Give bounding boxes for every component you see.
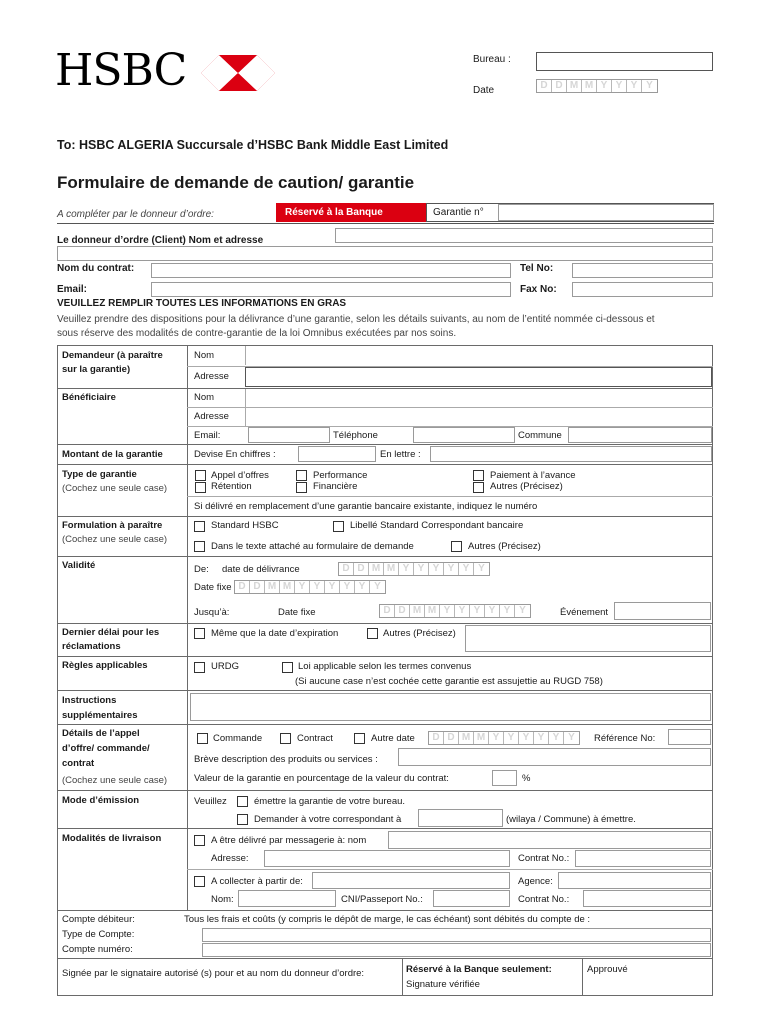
beneficiary-commune-input[interactable] xyxy=(568,427,712,443)
financial-option-label: Financière xyxy=(313,481,358,492)
tender-label-1: Détails de l’appel xyxy=(62,728,140,739)
fax-input[interactable] xyxy=(572,282,713,297)
intro-divider xyxy=(57,223,714,224)
rules-label: Règles applicables xyxy=(62,660,148,671)
client-name-input[interactable] xyxy=(335,228,713,243)
instruction-line-2: sous réserve des modalités de contre-garantie de la loi Omnibus exécutées par nos soins. xyxy=(57,328,457,339)
bureau-input[interactable] xyxy=(536,52,713,71)
retention-checkbox[interactable] xyxy=(195,482,206,493)
signed-by-label: Signée par le signataire autorisé (s) pour et au nom du donneur d’ordre: xyxy=(62,968,365,979)
email-label: Email: xyxy=(57,284,88,295)
claims-label-2: réclamations xyxy=(62,641,121,652)
beneficiary-name-input[interactable] xyxy=(245,389,712,407)
applicant-address-input[interactable] xyxy=(245,367,712,387)
debit-account-label: Compte débiteur: xyxy=(62,914,135,925)
tel-label: Tel No: xyxy=(520,263,554,274)
guarantee-no-input[interactable] xyxy=(498,204,714,221)
beneficiary-commune-label: Commune xyxy=(518,430,562,441)
to-line: To: HSBC ALGERIA Succursale d’HSBC Bank Middle East Limited xyxy=(57,138,449,152)
percentage-input[interactable] xyxy=(492,770,517,786)
tel-input[interactable] xyxy=(572,263,713,278)
instruction-heading: VEUILLEZ REMPLIR TOUTES LES INFORMATIONS EN GRAS xyxy=(57,298,347,309)
collect-label: A collecter à partir de: xyxy=(211,876,303,887)
beneficiary-adresse-label: Adresse xyxy=(194,411,229,422)
form-title: Formulaire de demande de caution/ garantie xyxy=(57,173,415,192)
tender-hint: (Cochez une seule case) xyxy=(62,775,168,786)
issue-date-label: date de délivrance xyxy=(222,564,300,575)
order-checkbox[interactable] xyxy=(197,733,208,744)
hsbc-hexagon-icon xyxy=(201,55,275,91)
beneficiary-email-label: Email: xyxy=(194,430,221,441)
approved-label: Approuvé xyxy=(587,964,628,975)
standard-hsbc-checkbox[interactable] xyxy=(194,521,205,532)
tender-label-2: d’offre/ commande/ xyxy=(62,743,150,754)
issue-from-office-checkbox[interactable] xyxy=(237,796,248,807)
validity-label: Validité xyxy=(62,560,96,571)
wording-label: Formulation à paraître xyxy=(62,520,163,531)
collect-contract-input[interactable] xyxy=(583,890,711,907)
beneficiary-nom-label: Nom xyxy=(194,392,215,403)
correspondent-location-input[interactable] xyxy=(418,809,503,827)
courier-address-label: Adresse: xyxy=(211,853,249,864)
urdg-label: URDG xyxy=(211,661,239,672)
correspondent-wording-checkbox[interactable] xyxy=(333,521,344,532)
attached-text-checkbox[interactable] xyxy=(194,541,205,552)
tender-label-3: contrat xyxy=(62,758,95,769)
id-input[interactable] xyxy=(433,890,510,907)
until-fixed-date-label: Date fixe xyxy=(278,607,316,618)
client-address-input[interactable] xyxy=(57,246,713,261)
percent-sign: % xyxy=(522,773,531,784)
percentage-label: Valeur de la garantie en pourcentage de la valeur du contrat: xyxy=(194,773,449,784)
amount-words-input[interactable] xyxy=(430,446,712,462)
amount-words-label: En lettre : xyxy=(380,449,421,460)
validity-from-label: De: xyxy=(194,564,209,575)
issuance-please: Veuillez xyxy=(194,796,227,807)
bank-only-label: Réservé à la Banque seulement: xyxy=(406,964,552,975)
other-claims-checkbox[interactable] xyxy=(367,628,378,639)
wording-hint: (Cochez une seule case) xyxy=(62,534,168,545)
courier-label: A être délivré par messagerie à: nom xyxy=(211,835,367,846)
performance-option-label: Performance xyxy=(313,470,368,481)
account-type-input[interactable] xyxy=(202,928,711,942)
contract-name-input[interactable] xyxy=(151,263,511,278)
collect-checkbox[interactable] xyxy=(194,876,205,887)
urdg-checkbox[interactable] xyxy=(194,662,205,673)
amount-figures-input[interactable] xyxy=(298,446,376,462)
attached-text-label: Dans le texte attaché au formulaire de demande xyxy=(211,541,414,552)
courier-checkbox[interactable] xyxy=(194,835,205,846)
to-complete-label: A compléter par le donneur d’ordre: xyxy=(57,209,214,220)
logo-text: HSBC xyxy=(55,45,187,96)
beneficiary-address-input[interactable] xyxy=(245,408,712,426)
courier-address-input[interactable] xyxy=(264,850,510,867)
date-label: Date xyxy=(473,85,495,96)
other-type-checkbox[interactable] xyxy=(473,482,484,493)
correspondent-wording-label: Libellé Standard Correspondant bancaire xyxy=(350,520,524,531)
beneficiary-email-input[interactable] xyxy=(248,427,330,443)
instruction-line-1: Veuillez prendre des dispositions pour la délivrance d’une garantie, selon les détails suivants, au nom de l’entité nommée ci-dessous et xyxy=(57,314,655,325)
other-wording-checkbox[interactable] xyxy=(451,541,462,552)
fax-label: Fax No: xyxy=(520,284,557,295)
delivery-label: Modalités de livraison xyxy=(62,833,162,844)
hsbc-logo xyxy=(55,47,186,95)
wilaya-label: (wilaya / Commune) à émettre. xyxy=(506,814,636,825)
beneficiary-label: Bénéficiaire xyxy=(62,392,116,403)
account-number-label: Compte numéro: xyxy=(62,944,133,955)
same-as-expiry-checkbox[interactable] xyxy=(194,628,205,639)
performance-checkbox[interactable] xyxy=(296,470,307,481)
courier-contract-input[interactable] xyxy=(575,850,711,867)
validity-fixed-date-input[interactable]: D D M M Y Y Y Y Y Y xyxy=(234,580,386,594)
id-label: CNI/Passeport No.: xyxy=(341,894,423,905)
advance-payment-checkbox[interactable] xyxy=(473,470,484,481)
fees-note: Tous les frais et coûts (y compris le dépôt de marge, le cas échéant) sont débités du compte de : xyxy=(184,914,591,925)
account-number-input[interactable] xyxy=(202,943,711,957)
other-wording-label: Autres (Précisez) xyxy=(468,541,541,552)
applicant-nom-label: Nom xyxy=(194,350,215,361)
guarantee-type-hint: (Cochez une seule case) xyxy=(62,483,168,494)
instructions-label-2: supplémentaires xyxy=(62,710,138,721)
event-input[interactable] xyxy=(614,602,711,620)
order-label: Commande xyxy=(213,733,263,744)
correspondent-label: Demander à votre correspondant à xyxy=(254,814,402,825)
contract-label: Contract xyxy=(297,733,333,744)
reserved-bank-label: Réservé à la Banque xyxy=(285,207,383,218)
guarantee-no-label: Garantie n° xyxy=(433,207,484,218)
event-label: Événement xyxy=(560,607,609,618)
retention-option-label: Rétention xyxy=(211,481,252,492)
tender-date-input[interactable]: D D M M Y Y Y Y Y Y xyxy=(428,731,580,745)
standard-hsbc-label: Standard HSBC xyxy=(211,520,279,531)
other-date-checkbox[interactable] xyxy=(354,733,365,744)
other-claims-input[interactable] xyxy=(465,625,711,652)
agency-label: Agence: xyxy=(518,876,553,887)
bureau-label: Bureau : xyxy=(473,54,511,65)
applicable-law-label: Loi applicable selon les termes convenus xyxy=(298,661,472,672)
courier-contract-label: Contrat No.: xyxy=(518,853,570,864)
applicant-name-input[interactable] xyxy=(245,346,712,365)
tender-option-label: Appel d’offres xyxy=(211,470,269,481)
account-type-label: Type de Compte: xyxy=(62,929,135,940)
beneficiary-telephone-input[interactable] xyxy=(413,427,515,443)
instructions-label-1: Instructions xyxy=(62,695,117,706)
other-type-option-label: Autres (Précisez) xyxy=(490,481,563,492)
validity-fixed-date-label: Date fixe xyxy=(194,582,232,593)
courier-name-input[interactable] xyxy=(388,831,711,849)
until-label: Jusqu’à: xyxy=(194,607,230,618)
agency-input[interactable] xyxy=(558,872,711,889)
collect-from-input[interactable] xyxy=(312,872,510,889)
replacement-note: Si délivré en remplacement d’une garantie bancaire existante, indiquez le numéro xyxy=(194,501,538,512)
client-label: Le donneur d’ordre (Client) Nom et adresse xyxy=(57,235,264,246)
email-input[interactable] xyxy=(151,282,511,297)
other-claims-label: Autres (Précisez) xyxy=(383,628,456,639)
applicable-law-checkbox[interactable] xyxy=(282,662,293,673)
applicant-label-2: sur la garantie) xyxy=(62,364,131,375)
applicant-label-1: Demandeur (à paraître xyxy=(62,350,163,361)
amount-figures-label: Devise En chiffres : xyxy=(194,449,276,460)
issue-from-office-label: émettre la garantie de votre bureau. xyxy=(254,796,406,807)
collector-name-label: Nom: xyxy=(211,894,234,905)
signature-verified-label: Signature vérifiée xyxy=(406,979,480,990)
other-date-label: Autre date xyxy=(371,733,415,744)
collect-contract-label: Contrat No.: xyxy=(518,894,570,905)
header-date-input[interactable]: D D M M Y Y Y Y xyxy=(536,79,658,93)
contract-name-label: Nom du contrat: xyxy=(57,263,135,274)
applicant-adresse-label: Adresse xyxy=(194,371,229,382)
description-input[interactable] xyxy=(398,748,711,766)
collector-name-input[interactable] xyxy=(238,890,336,907)
rules-note: (Si aucune case n’est cochée cette garantie est assujettie au RUGD 758) xyxy=(295,676,603,687)
tender-checkbox[interactable] xyxy=(195,470,206,481)
same-as-expiry-label: Même que la date d’expiration xyxy=(211,628,339,639)
validity-issue-date-input[interactable]: D D M M Y Y Y Y Y Y xyxy=(338,562,490,576)
reference-input[interactable] xyxy=(668,729,711,745)
guarantee-type-label: Type de garantie xyxy=(62,469,137,480)
financial-checkbox[interactable] xyxy=(296,482,307,493)
issuance-label: Mode d’émission xyxy=(62,795,140,806)
until-date-input[interactable]: D D M M Y Y Y Y Y Y xyxy=(379,604,531,618)
beneficiary-telephone-label: Téléphone xyxy=(333,430,378,441)
reference-label: Référence No: xyxy=(594,733,656,744)
additional-instructions-input[interactable] xyxy=(190,693,711,721)
contract-checkbox[interactable] xyxy=(280,733,291,744)
description-label: Brève description des produits ou services : xyxy=(194,754,378,765)
label-column-divider xyxy=(187,345,188,910)
amount-label: Montant de la garantie xyxy=(62,449,163,460)
advance-payment-option-label: Paiement à l’avance xyxy=(490,470,576,481)
claims-label-1: Dernier délai pour les xyxy=(62,627,160,638)
correspondent-checkbox[interactable] xyxy=(237,814,248,825)
